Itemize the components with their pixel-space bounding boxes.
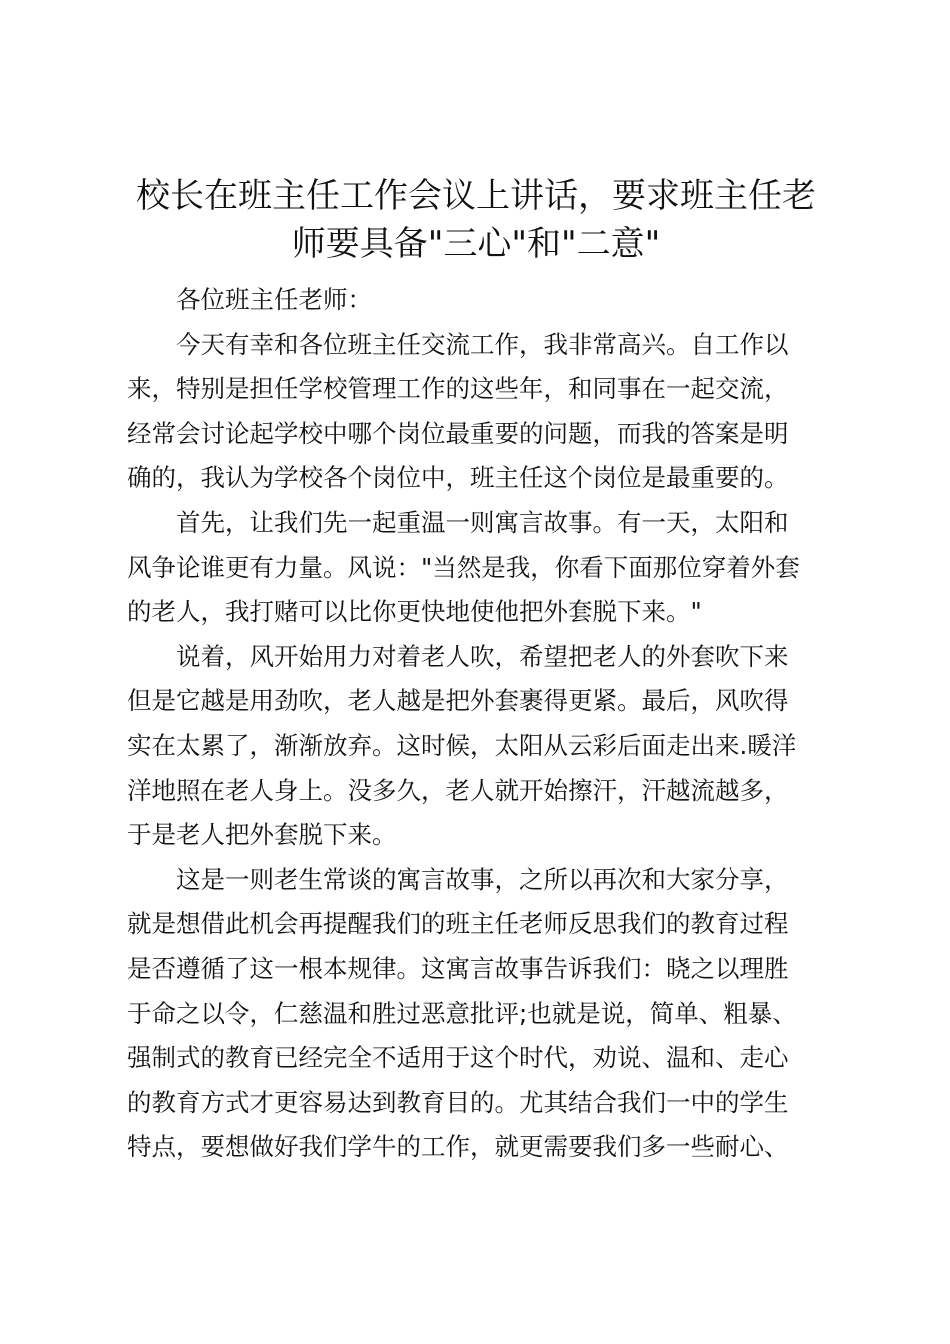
text-line: 特点，要想做好我们学牛的工作，就更需要我们多一些耐心、 [127, 1132, 789, 1162]
text-line: 的老人，我打赌可以比你更快地使他把外套脱下来。" [127, 597, 702, 627]
text-line: 但是它越是用劲吹，老人越是把外套裹得更紧。最后，风吹得 [127, 686, 789, 716]
text-line: 实在太累了，渐渐放弃。这时候，太阳从云彩后面走出来.暖洋 [127, 730, 797, 760]
text-line: 说着，风开始用力对着老人吹，希望把老人的外套吹下来 [127, 641, 789, 671]
text-line: 今天有幸和各位班主任交流工作，我非常高兴。自工作以 [127, 329, 789, 359]
text-line: 这是一则老生常谈的寓言故事，之所以再次和大家分享， [127, 864, 789, 894]
text-line: 是否遵循了这一根本规律。这寓言故事告诉我们：晓之以理胜 [127, 953, 789, 983]
title-line-1: 校长在班主任工作会议上讲话，要求班主任老 [136, 176, 816, 216]
text-line: 各位班主任老师： [127, 285, 372, 314]
title-line-2: 师要具备"三心"和"二意" [291, 224, 661, 264]
text-line: 就是想借此机会再提醒我们的班主任老师反思我们的教育过程 [127, 909, 789, 939]
paragraph-3 [127, 635, 830, 858]
text-line: 风争论谁更有力量。风说："当然是我，你看下面那位穿着外套 [127, 552, 800, 582]
text-line: 于命之以令，仁慈温和胜过恶意批评;也就是说，简单、粗暴、 [127, 998, 797, 1028]
paragraph-salutation [127, 278, 830, 323]
paragraph-2 [127, 501, 830, 635]
text-line: 于是老人把外套脱下来。 [127, 820, 397, 850]
text-line: 强制式的教育已经完全不适用于这个时代，劝说、温和、走心 [127, 1043, 789, 1073]
paragraph-4 [127, 858, 830, 1170]
paragraph-1 [127, 323, 830, 501]
text-line: 确的，我认为学校各个岗位中，班主任这个岗位是最重要的。 [127, 463, 789, 493]
document-body [127, 278, 830, 1170]
text-line: 来，特别是担任学校管理工作的这些年，和同事在一起交流， [127, 374, 789, 404]
text-line: 首先，让我们先一起重温一则寓言故事。有一天，太阳和 [127, 507, 789, 537]
text-line: 经常会讨论起学校中哪个岗位最重要的问题，而我的答案是明 [127, 418, 789, 448]
text-line: 洋地照在老人身上。没多久，老人就开始擦汗，汗越流越多， [127, 775, 789, 805]
document-title [120, 172, 832, 268]
text-line: 的教育方式才更容易达到教育目的。尤其结合我们一中的学生 [127, 1087, 789, 1117]
